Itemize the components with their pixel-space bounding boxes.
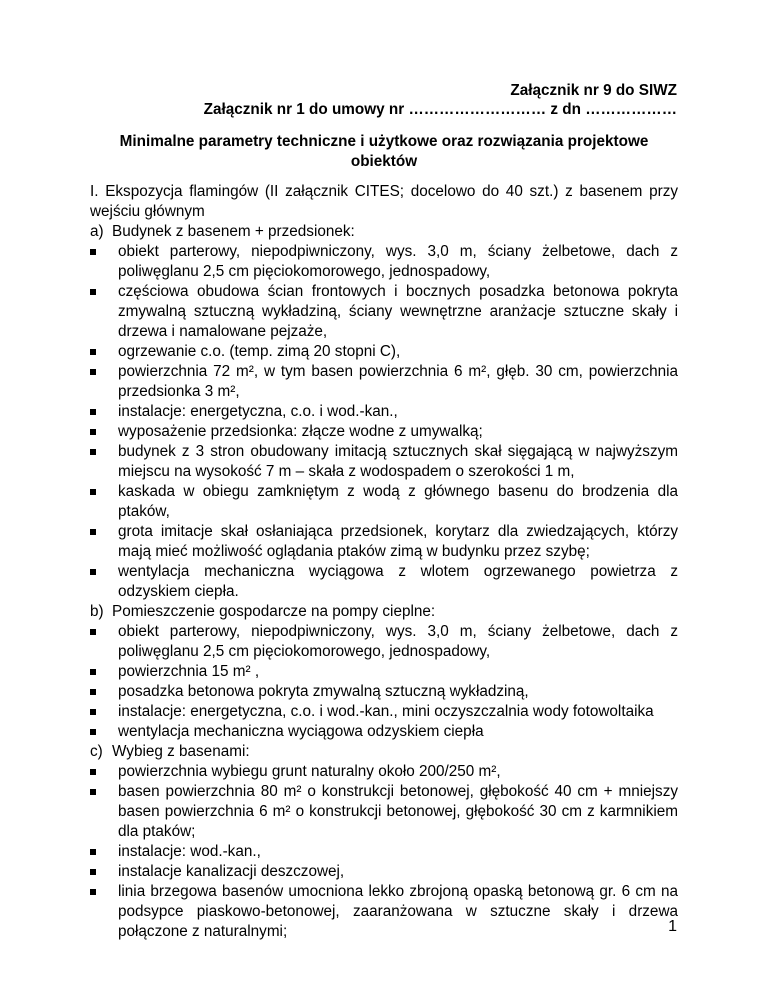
bullet-text: instalacje: energetyczna, c.o. i wod.-kan., — [118, 403, 398, 420]
square-bullet-icon — [90, 869, 96, 875]
bullet-item — [90, 782, 678, 842]
square-bullet-icon — [90, 709, 96, 715]
bullet-text: basen powierzchnia 80 m² o konstrukcji betonowej, głębokość 40 cm + mniejszy basen powierzchnia 6 m² o konstrukcji betonowej, głębokość 30 cm z karmnikiem dla ptaków; — [118, 783, 678, 840]
bullet-item — [90, 702, 678, 722]
bullet-text: powierzchnia 72 m², w tym basen powierzchnia 6 m², głęb. 30 cm, powierzchnia przedsionka 3 m², — [118, 363, 678, 400]
bullet-text: ogrzewanie c.o. (temp. zimą 20 stopni C), — [118, 343, 401, 360]
bullet-text: częściowa obudowa ścian frontowych i bocznych posadzka betonowa pokryta zmywalną sztuczną wykładziną, ściany wewnętrzne aranżacje sztuczne skały i drzewa i namalowane pejzaże, — [118, 283, 678, 340]
subsection-label — [90, 222, 678, 242]
square-bullet-icon — [90, 449, 96, 455]
square-bullet-icon — [90, 849, 96, 855]
bullet-text: wentylacja mechaniczna wyciągowa z wlotem ogrzewanego powietrza z odzyskiem ciepła. — [118, 563, 678, 600]
bullet-item — [90, 402, 678, 422]
bullet-item — [90, 842, 678, 862]
square-bullet-icon — [90, 789, 96, 795]
square-bullet-icon — [90, 629, 96, 635]
square-bullet-icon — [90, 729, 96, 735]
bullet-item — [90, 242, 678, 282]
square-bullet-icon — [90, 569, 96, 575]
square-bullet-icon — [90, 689, 96, 695]
bullet-text: obiekt parterowy, niepodpiwniczony, wys. 3,0 m, ściany żelbetowe, dach z poliwęglanu 2,5 cm pięciokomorowego, jednospadowy, — [118, 243, 678, 280]
square-bullet-icon — [90, 489, 96, 495]
square-bullet-icon — [90, 289, 96, 295]
bullet-item — [90, 682, 678, 702]
bullet-item — [90, 662, 678, 682]
square-bullet-icon — [90, 409, 96, 415]
square-bullet-icon — [90, 669, 96, 675]
square-bullet-icon — [90, 889, 96, 895]
document-title: Minimalne parametry techniczne i użytkowe oraz rozwiązania projektowe obiektów — [119, 133, 649, 170]
bullet-text: powierzchnia wybiegu grunt naturalny około 200/250 m², — [118, 763, 501, 780]
bullet-text: wyposażenie przedsionka: złącze wodne z umywalką; — [118, 423, 483, 440]
header-attachment-contract: Załącznik nr 1 do umowy nr ……………………… z dn ……………… — [203, 101, 677, 118]
bullet-text: obiekt parterowy, niepodpiwniczony, wys. 3,0 m, ściany żelbetowe, dach z poliwęglanu 2,5 cm pięciokomorowego, jednospadowy, — [118, 623, 678, 660]
subsection-list — [90, 222, 678, 942]
bullet-text: instalacje: wod.-kan., — [118, 843, 261, 860]
subsection-label — [90, 742, 678, 762]
subsection-marker: b) — [90, 603, 104, 620]
square-bullet-icon — [90, 349, 96, 355]
bullet-item — [90, 342, 678, 362]
bullet-item — [90, 562, 678, 602]
subsection-label — [90, 602, 678, 622]
bullet-item — [90, 762, 678, 782]
square-bullet-icon — [90, 769, 96, 775]
header-attachment-siwz: Załącznik nr 9 do SIWZ — [510, 82, 677, 99]
page-number: 1 — [668, 918, 677, 935]
bullet-item — [90, 282, 678, 342]
square-bullet-icon — [90, 249, 96, 255]
subsection-marker: a) — [90, 223, 104, 240]
subsection-title: Budynek z basenem + przedsionek: — [112, 223, 355, 240]
bullet-item — [90, 362, 678, 402]
bullet-text: linia brzegowa basenów umocniona lekko zbrojoną opaską betonową gr. 6 cm na podsypce piaskowo-betonowej, zaaranżowana w sztuczne skały i drzewa połączone z naturalnymi; — [118, 883, 678, 940]
document-body — [90, 182, 678, 942]
bullet-text: instalacje: energetyczna, c.o. i wod.-kan., mini oczyszczalnia wody fotowoltaika — [118, 703, 654, 720]
bullet-item — [90, 622, 678, 662]
subsection-title: Wybieg z basenami: — [112, 743, 250, 760]
bullet-item — [90, 882, 678, 942]
subsection-marker: c) — [90, 743, 103, 760]
bullet-text: budynek z 3 stron obudowany imitacją sztucznych skał sięgającą w najwyższym miejscu na wysokość 7 m – skała z wodospadem o szerokości 1 m, — [118, 443, 678, 480]
square-bullet-icon — [90, 369, 96, 375]
square-bullet-icon — [90, 429, 96, 435]
bullet-item — [90, 862, 678, 882]
square-bullet-icon — [90, 529, 96, 535]
bullet-text: wentylacja mechaniczna wyciągowa odzyskiem ciepła — [118, 723, 484, 740]
bullet-item — [90, 722, 678, 742]
section-heading: I. Ekspozycja flamingów (II załącznik CITES; docelowo do 40 szt.) z basenem przy wejściu głównym — [90, 183, 678, 220]
bullet-item — [90, 422, 678, 442]
bullet-item — [90, 522, 678, 562]
subsection-title: Pomieszczenie gospodarcze na pompy cieplne: — [112, 603, 436, 620]
bullet-text: grota imitacje skał osłaniająca przedsionek, korytarz dla zwiedzających, którzy mają mieć możliwość oglądania ptaków zimą w budynku przez szybę; — [118, 523, 678, 560]
bullet-item — [90, 482, 678, 522]
bullet-text: posadzka betonowa pokryta zmywalną sztuczną wykładziną, — [118, 683, 529, 700]
bullet-text: powierzchnia 15 m² , — [118, 663, 260, 680]
bullet-text: kaskada w obiegu zamkniętym z wodą z głównego basenu do brodzenia dla ptaków, — [118, 483, 678, 520]
bullet-item — [90, 442, 678, 482]
bullet-text: instalacje kanalizacji deszczowej, — [118, 863, 345, 880]
